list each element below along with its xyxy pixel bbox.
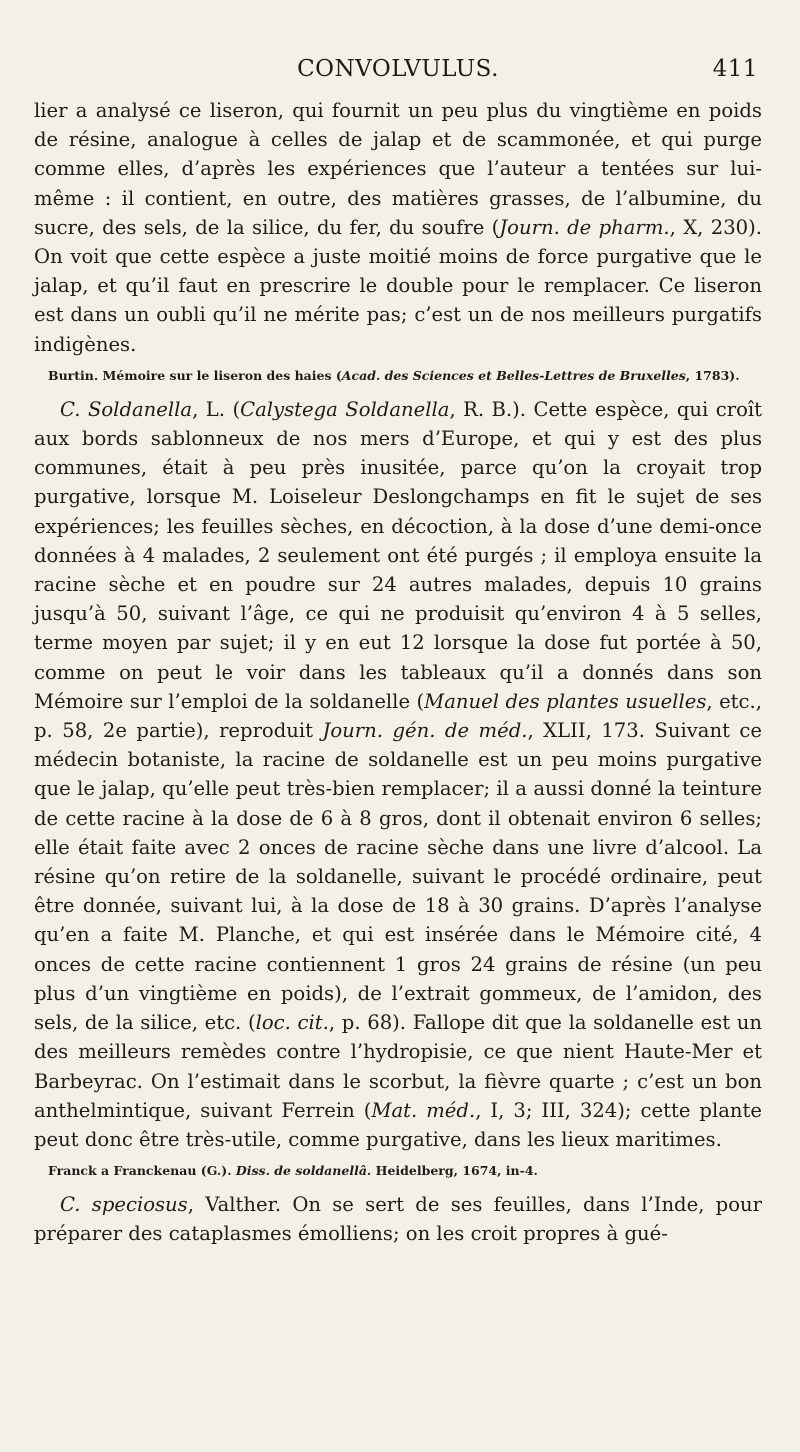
citation: Journ. gén. de méd. xyxy=(322,719,528,743)
synonym: Calystega Soldanella xyxy=(240,397,450,421)
reference-1: Burtin. Mémoire sur le liseron des haies (Acad. des Sciences et Belles-Lettres de Bruxelles, 1783). xyxy=(48,367,740,383)
paragraph-2: C. Soldanella, L. (Calystega Soldanella, R. B.). Cette espèce, qui croît aux bords sablonneux de nos mers d’Europe, et qui y est des plus communes, était à peu près inusitée, parce qu’on la croyait trop purgative, lorsque M. Loiseleur Deslongchamps en fit le sujet de ses expériences; les feuilles sèches, en décoction, à la dose d’une demi-once données à 4 malades, 2 seulement ont été purgés ; il employa ensuite la racine sèche et en poudre sur 24 autres malades, depuis 10 grains jusqu’à 50, suivant l’âge, ce qui ne produisit qu’environ 4 à 5 selles, terme moyen par sujet; il y en eut 12 lorsque la dose fut portée à 50, comme on peut le voir dans les tableaux qu’il a donnés dans son Mémoire sur l’emploi de la soldanelle (Manuel des plantes usuelles, etc., p. 58, 2e partie), reproduit Journ. gén. de méd., XLII, 173. Suivant ce médecin botaniste, la racine de soldanelle est un peu moins purgative que le jalap, qu’elle peut très-bien remplacer; il a aussi donné la teinture de cette racine à la dose de 6 à 8 gros, dont il obtenait environ 6 selles; elle était faite avec 2 onces de racine sèche dans une livre d’alcool. La résine qu’on retire de la soldanelle, suivant le procédé ordinaire, peut être donnée, suivant lui, à la dose de 18 à 30 grains. D’après l’analyse qu’en a faite M. Planche, et qui est insérée dans le Mémoire cité, 4 onces de cette racine contiennent 1 gros 24 grains de résine (un peu plus d’un vingtième en poids), de l’extrait gommeux, de l’amidon, des sels, de la silice, etc. (loc. cit., p. 68). Fallope dit que la soldanelle est un des meilleurs remèdes contre l’hydropisie, ce que nient Haute-Mer et Barbeyrac. On l’estimait dans le scorbut, la fièvre quarte ; c’est un bon anthelmintique, suivant Ferrein (Mat. méd., I, 3; III, 324); cette plante peut donc être très-utile, comme purgative, dans les lieux maritimes. xyxy=(34,397,763,1151)
citation: Manuel des plantes usuelles xyxy=(424,689,707,713)
citation: Acad. des Sciences et Belles-Lettres de Bruxelles xyxy=(341,367,686,383)
citation: Mat. méd. xyxy=(371,1098,476,1122)
running-header xyxy=(34,56,762,96)
reference-2: Franck a Franckenau (G.). Diss. de soldanellâ. Heidelberg, 1674, in-4. xyxy=(48,1163,538,1179)
species-name: C. speciosus xyxy=(60,1193,188,1217)
species-name: C. Soldanella xyxy=(60,397,193,421)
header-title: CONVOLVULUS. xyxy=(297,56,499,82)
citation: loc. cit. xyxy=(255,1011,329,1035)
page-number: 411 xyxy=(712,56,758,82)
citation: Diss. de soldanellâ. xyxy=(235,1163,372,1179)
paragraph-1: lier a analysé ce liseron, qui fournit un peu plus du vingtième en poids de résine, analogue à celles de jalap et de scammonée, et qui purge comme elles, d’après les expériences que l’auteur a tentées sur lui-même : il contient, en outre, des matières grasses, de l’albumine, du sucre, des sels, de la silice, du fer, du soufre (Journ. de pharm., X, 230). On voit que cette espèce a juste moitié moins de force purgative que le jalap, et qu’il faut en prescrire le double pour le remplacer. Ce liseron est dans un oubli qu’il ne mérite pas; c’est un de nos meilleurs purgatifs indigènes. xyxy=(34,99,762,356)
citation: Journ. de pharm. xyxy=(499,215,670,239)
paragraph-3: C. speciosus, Valther. On se sert de ses feuilles, dans l’Inde, pour préparer des cataplasmes émolliens; on les croit propres à gué- xyxy=(34,1193,763,1246)
